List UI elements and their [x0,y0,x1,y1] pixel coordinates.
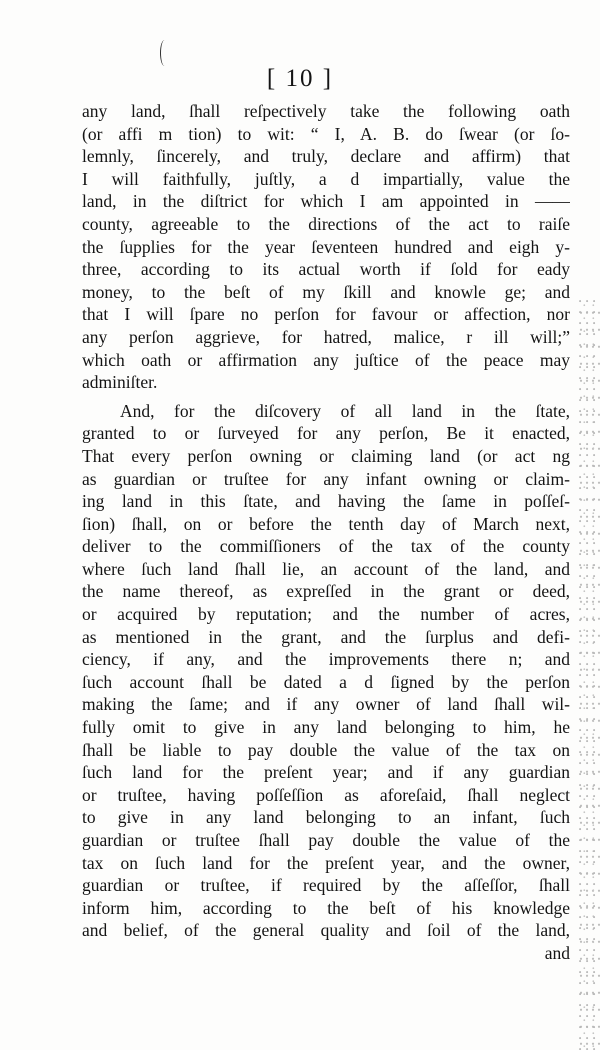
text-line: inform him, according to the beſt of his knowledge [82,897,570,918]
text-line: which oath or affirmation any juſtice of the peace may [82,349,570,370]
text-line: I will faithfully, juſtly, a d impartially, value the [82,168,570,189]
text-line: to give in any land belonging to an infant, ſuch [82,807,570,828]
text-line: the ſupplies for the year ſeventeen hundred and eigh y- [82,236,570,257]
text-line: that I will ſpare no perſon for favour or affection, nor [82,304,570,325]
text-line: or truſtee, having poſſeſſion as aforeſaid, ſhall neglect [82,784,570,805]
text-line: ing land in this ſtate, and having the ſame in poſſeſ- [82,491,570,512]
text-line: ciency, if any, and the improvements there n; and [82,649,570,670]
text-line: the name thereof, as expreſſed in the grant or deed, [82,581,570,602]
text-line: ſhall be liable to pay double the value of the tax on [82,739,570,760]
text-line: or acquired by reputation; and the number of acres, [82,604,570,625]
stray-ink-mark [160,40,169,66]
text-line: guardian or truſtee, if required by the aſſeſſor, ſhall [82,875,570,896]
text-line: money, to the beſt of my ſkill and knowle ge; and [82,281,570,302]
text-line: three, according to its actual worth if ſold for eady [82,259,570,280]
text-line: ſuch account ſhall be dated a d ſigned by the perſon [82,671,570,692]
text-line: ſion) ſhall, on or before the tenth day of March next, [82,513,570,534]
text-line: guardian or truſtee ſhall pay double the value of the [82,830,570,850]
text-line: And, for the diſcovery of all land in the ſtate, [120,400,570,421]
text-line: That every perſon owning or claiming land (or act ng [82,445,570,466]
text-line: fully omit to give in any land belonging to him, he [82,717,570,738]
text-line: county, agreeable to the directions of the act to raiſe [82,213,570,234]
text-line: as guardian or truſtee for any infant owning or claim- [82,468,570,489]
page-edge-speckle [578,300,600,1050]
text-line: tax on ſuch land for the preſent year, and the owner, [82,852,570,873]
text-line: where ſuch land ſhall lie, an account of the land, and [82,558,570,579]
text-line: any perſon aggrieve, for hatred, malice, r ill will;” [82,326,570,347]
text-line: (or affi m tion) to wit: “ I, A. B. do ſwear (or ſo- [82,123,570,144]
text-line: ſuch land for the preſent year; and if any guardian [82,762,570,783]
text-line: adminiſter. [82,372,158,393]
body-text [82,100,570,965]
text-line: deliver to the commiſſioners of the tax of the county [82,536,570,557]
text-line: lemnly, ſincerely, and truly, declare and affirm) that [82,146,570,167]
text-line: any land, ſhall reſpectively take the following oath [82,101,570,121]
page-number: [ 10 ] [266,65,334,92]
text-line: and belief, of the general quality and ſoil of the land, [82,920,570,941]
text-line: granted to or ſurveyed for any perſon, Be it enacted, [82,423,570,444]
catchword: and [544,942,570,963]
text-line: as mentioned in the grant, and the ſurplus and defi- [82,626,570,647]
text-line: making the ſame; and if any owner of land ſhall wil- [82,694,570,715]
text-line: land, in the diſtrict for which I am appointed in —— [82,191,570,212]
